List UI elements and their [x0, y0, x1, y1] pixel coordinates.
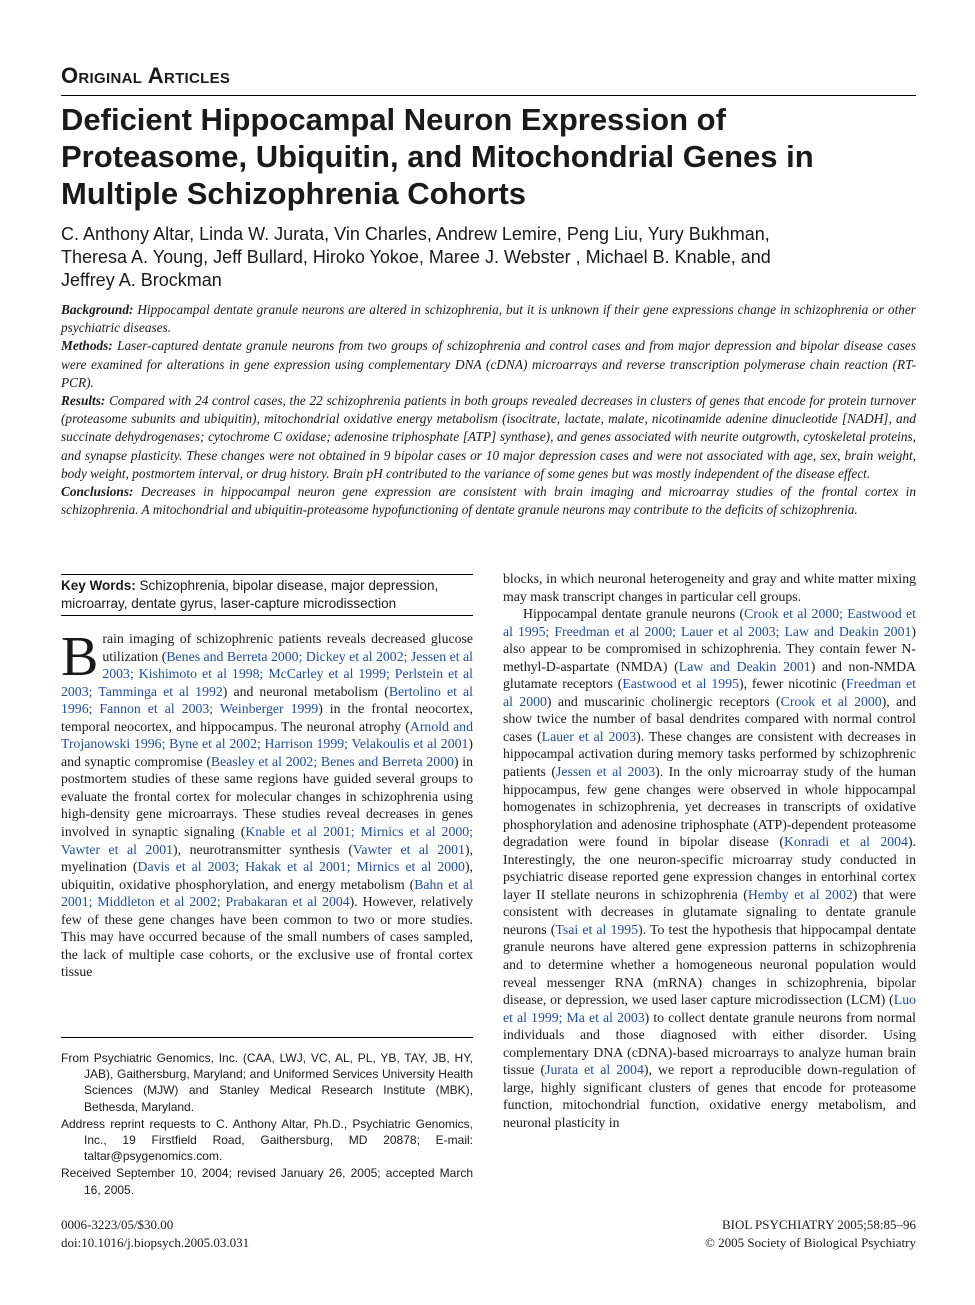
keywords-label: Key Words:	[61, 578, 136, 593]
body-text: ) and synaptic compromise (	[61, 736, 473, 769]
header-rule	[61, 95, 916, 96]
issn: 0006-3223/05/$30.00	[61, 1217, 174, 1232]
citation-link[interactable]: Knable et al 2001; Mirnics et al 2000; Vawter et al 2001	[61, 824, 473, 857]
citation-link[interactable]: Lauer et al 2003	[541, 728, 637, 744]
body-text: ), ubiquitin, oxidative phosphorylation, and energy metabolism (	[61, 859, 473, 892]
citation-link[interactable]: Jurata et al 2004	[545, 1062, 644, 1078]
body-text: ) and neuronal metabolism (	[222, 683, 389, 699]
abstract-methods	[61, 337, 916, 392]
abstract-background-text: Hippocampal dentate granule neurons are altered in schizophrenia, but it is unknown if their gene expressions change in schizophrenia or other psychiatric diseases.	[61, 302, 916, 336]
body-text: ), we report a reproducible down-regulation of large, highly significant clusters of genes that encode for proteasome function, mitochondrial function, oxidative energy metabolism, and neuronal plasticity in	[503, 1062, 916, 1130]
abstract-results	[61, 392, 916, 483]
footnote-reprints: Address reprint requests to C. Anthony Altar, Ph.D., Psychiatric Genomics, Inc., 19 Firstfield Road, Gaithersburg, MD 20878; E-mail: taltar@psygenomics.com.	[61, 1116, 473, 1164]
body-text: ) in the frontal neocortex, temporal neocortex, and hippocampus. The neuronal atrophy (	[61, 701, 473, 734]
body-text: ). To test the hypothesis that hippocampal dentate granule neurons have altered gene expression patterns in schizophrenia and to determine whether a homogeneous neuronal population would reveal messenger RNA (mRNA) changes in schizophrenia, bipolar disease, or depression, we used laser capture microdissection (LCM) (	[503, 921, 916, 1008]
footer-left	[61, 1216, 249, 1252]
citation-link[interactable]: Hemby et al 2002	[747, 886, 853, 902]
body-text: Hippocampal dentate granule neurons (	[523, 606, 745, 622]
article-title: Deficient Hippocampal Neuron Expression of Proteasome, Ubiquitin, and Mitochondrial Genes in Multiple Schizophrenia Cohorts	[61, 102, 814, 211]
citation-link[interactable]: Arnold and Trojanowski 1996; Byne et al 2002; Harrison 1999; Velakoulis et al 2001	[61, 718, 473, 752]
footnotes	[61, 1050, 473, 1199]
body-text: ). Interestingly, the one neuron-specific microarray study conducted in psychiatric disease reported gene expression changes in entorhinal cortex layer II stellate neurons in schizophrenia (	[503, 834, 916, 902]
body-text: ). However, relatively few of these gene changes have been common to two or more studies. This may have occurred because of the small numbers of cases sampled, the lack of multiple case cohorts, or the exclusive use of frontal cortex tissue	[61, 894, 473, 980]
body-text: ) that were consistent with decreases in glutamate signaling to dentate granule neurons (	[503, 886, 916, 937]
citation-link[interactable]: Davis et al 2003; Hakak et al 2001; Mirnics et al 2000	[137, 859, 465, 875]
citation-link[interactable]: Freedman et al 2000	[503, 676, 916, 709]
body-text: ), fewer nicotinic (	[738, 676, 846, 692]
citation-link[interactable]: Jessen et al 2003	[555, 764, 656, 780]
abstract-conclusions-label: Conclusions:	[61, 484, 134, 500]
abstract	[61, 301, 916, 519]
body-text: ), neurotransmitter synthesis (	[173, 841, 353, 857]
dropcap: B	[61, 626, 99, 688]
abstract-conclusions	[61, 483, 916, 519]
body-text: ), and show twice the number of basal dendrites compared with normal control cases (	[503, 693, 916, 744]
citation-link[interactable]: Vawter et al 2001	[352, 841, 465, 857]
footnote-received: Received September 10, 2004; revised January 26, 2005; accepted March 16, 2005.	[61, 1166, 473, 1197]
body-text: ) to collect dentate granule neurons from normal individuals and those diagnosed with either disorder. Using complementary DNA (cDNA)-based microarrays to analyze human brain tissue (	[503, 1009, 917, 1078]
journal-citation: BIOL PSYCHIATRY 2005;58:85–96	[721, 1217, 916, 1232]
keywords-rule-top	[61, 574, 473, 575]
abstract-conclusions-text: Decreases in hippocampal neuron gene expression are consistent with brain imaging and microarray studies of the frontal cortex in schizophrenia. A mitochondrial and ubiquitin-proteasome hypofunctioning of dentate granule neurons may contribute to the deficits of schizophrenia.	[61, 484, 916, 518]
citation-link[interactable]: Tsai et al 1995	[555, 921, 639, 937]
right-paragraph-1: blocks, in which neuronal heterogeneity and gray and white matter mixing may mask transcript changes in particular cell groups.	[503, 571, 916, 604]
abstract-methods-label: Methods:	[61, 338, 113, 354]
citation-link[interactable]: Beasley et al 2002; Benes and Berreta 2000	[210, 753, 454, 769]
intro-paragraph	[61, 626, 474, 981]
abstract-results-label: Results:	[61, 393, 106, 409]
citation-link[interactable]: Eastwood et al 1995	[622, 676, 739, 692]
citation-link[interactable]: Luo et al 1999; Ma et al 2003	[503, 992, 916, 1025]
abstract-methods-text: Laser-captured dentate granule neurons from two groups of schizophrenia and control cases and from major depression and bipolar disease cases were examined for alterations in gene expression using complementary DNA (cDNA) microarrays and reverse transcription polymerase chain reaction (RT-PCR).	[61, 338, 916, 390]
citation-link[interactable]: Konradi et al 2004	[783, 834, 908, 850]
body-text: ), myelination (	[61, 841, 474, 875]
footnote-affiliation: From Psychiatric Genomics, Inc. (CAA, LWJ, VC, AL, PL, YB, TAY, JB, HY, JAB), Gaithersburg, Maryland; and Uniformed Services University Health Sciences (MJW) and Stanley Medical Research Institute (MBK), Bethesda, Maryland.	[61, 1051, 473, 1114]
citation-link[interactable]: Benes and Berreta 2000; Dickey et al 2002; Jessen et al 2003; Kishimoto et al 1998; McCarley et al 1999; Perlstein et al 2003; Tamminga et al 1992	[61, 648, 473, 699]
footer-right	[705, 1216, 916, 1252]
keywords-text: Schizophrenia, bipolar disease, major depression, microarray, dentate gyrus, laser-capture microdissection	[61, 578, 439, 611]
section-label: Original Articles	[61, 63, 231, 88]
citation-link[interactable]: Law and Deakin 2001	[678, 658, 811, 674]
body-text: ). In the only microarray study of the human hippocampus, few gene changes were observed in whole hippocampal homogenates in schizophrenia, yet decreases in transcripts of oxidative phosphorylation and adenosine triphosphate (ATP)-dependent proteasome degradation were found in bipolar disease (	[503, 764, 916, 850]
body-text: ) also appear to be compromised in schizophrenia. They contain fewer N-methyl-D-aspartate (NMDA) (	[503, 623, 916, 674]
citation-link[interactable]: Bahn et al 2001; Middleton et al 2002; Prabakaran et al 2004	[61, 876, 473, 910]
author-list: C. Anthony Altar, Linda W. Jurata, Vin Charles, Andrew Lemire, Peng Liu, Yury Bukhman, Theresa A. Young, Jeff Bullard, Hiroko Yokoe, Maree J. Webster , Michael B. Knable, and Jeffrey A. Brockman	[61, 224, 771, 290]
body-text: ) and muscarinic cholinergic receptors (	[546, 693, 781, 709]
intro-text	[61, 626, 474, 980]
abstract-background-label: Background:	[61, 302, 134, 317]
body-text: ) and non-NMDA glutamate receptors (	[503, 658, 916, 692]
keywords-rule-bottom	[61, 615, 473, 616]
copyright: © 2005 Society of Biological Psychiatry	[705, 1235, 916, 1250]
abstract-results-text: Compared with 24 control cases, the 22 schizophrenia patients in both groups revealed decreases in clusters of genes that encode for protein turnover (proteasome subunits and ubiquitin), mitochondrial oxidative energy metabolism (isocitrate, lactate, malate, nicotinamide adenine dinucleotide [NADH], and succinate dehydrogenases; cytochrome C oxidase; adenosine triphosphate [ATP] synthase), and genes associated with neurite outgrowth, cytoskeletal proteins, and synapse plasticity. These changes were not obtained in 9 bipolar cases or 10 major depression cases and were not associated with age, sex, brain weight, body weight, postmortem interval, or drug history. Brain pH contributed to the variance of some genes but was mostly independent of the disease effect.	[61, 393, 916, 481]
abstract-background	[61, 301, 916, 337]
body-column-left	[61, 626, 474, 981]
body-text: ) in postmortem studies of these same regions have guided several groups to evaluate the frontal cortex for molecular changes in schizophrenia using high-density gene microarrays. These studies reveal decreases in genes involved in synaptic signaling (	[61, 753, 474, 840]
citation-link[interactable]: Crook et al 2000	[780, 693, 882, 709]
body-text: ). These changes are consistent with decreases in hippocampal activation during memory tasks performed by schizophrenic patients (	[503, 728, 917, 780]
citation-link[interactable]: Bertolino et al 1996; Fannon et al 2003; Weinberger 1999	[61, 683, 473, 717]
body-column-right	[503, 570, 916, 1132]
doi: doi:10.1016/j.biopsych.2005.03.031	[61, 1235, 250, 1250]
body-text: rain imaging of schizophrenic patients reveals decreased glucose utilization (	[102, 631, 473, 664]
footnote-rule	[61, 1037, 473, 1038]
keywords	[61, 577, 473, 613]
right-paragraph-2	[503, 605, 916, 1131]
citation-link[interactable]: Crook et al 2000; Eastwood et al 1995; Freedman et al 2000; Lauer et al 2003; Law and Deakin 2001	[503, 606, 916, 639]
